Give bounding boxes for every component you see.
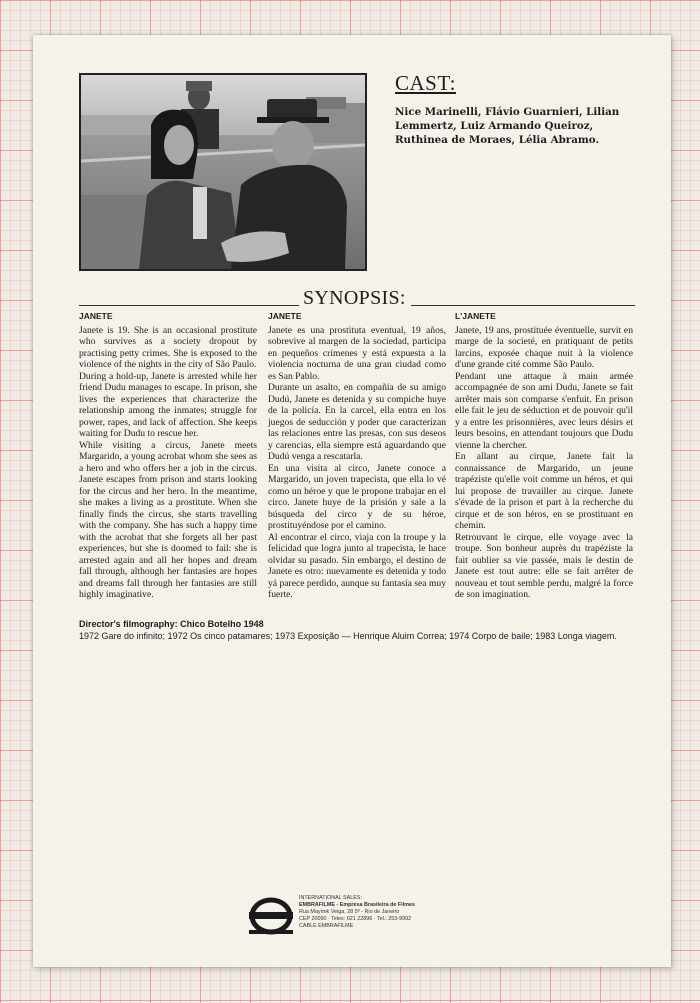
footer-line: INTERNATIONAL SALES: bbox=[299, 895, 362, 901]
synopsis-french bbox=[455, 311, 633, 601]
paragraph: Durante un asalto, en compañía de su amigo Dudú, Janete es detenida y su compiche huye de la policía. En la carcel, ella entra en los juegos de seducción y poder que caracterizan las relaciones entre las presas, con sus deseos y carencias, ella siempre está aguardando que Dudú venga a rescatarla. bbox=[268, 382, 446, 462]
paragraph: While visiting a circus, Janete meets Margarido, a young acrobat whom she sees as a hero and who offers her a job in the circus. Janete escapes from prison and starts looking for the circus and her hero. In the meantime, she makes a living as a prostitute. When she finally finds the circus, she starts travelling with the company. She has such a happy time with the acrobat that she forgets all her past experiences, but she is doomed to fail: she is arrested again and all her hopes and dream fall through, although her fantasies are hopes and dreams fall through her fantasies are still highly imaginative. bbox=[79, 439, 257, 600]
embrafilme-logo-icon bbox=[249, 897, 293, 940]
footer-line: CEP 20090 · Telex: 021 22896 · Tel.: 253-9992 bbox=[299, 916, 412, 922]
column-heading: JANETE bbox=[268, 311, 302, 321]
director-filmography bbox=[79, 619, 619, 642]
paragraph: Al encontrar el circo, viaja con la troupe y la felicidad que logra junto al trapecista, le hace olvidar su pasado. Sin embargo, el destino de Janete es otro: nuevamente es detenida y todo yá parece perdido, aunque su fantasía sea muy fuerte. bbox=[268, 531, 446, 600]
column-heading: L'JANETE bbox=[455, 311, 496, 321]
paragraph: En allant au cirque, Janete fait la connaissance de Margarido, un jeune trapéziste qu'elle voit comme un héros, et qui lui propose de travailler au cirque. Janete s'évade de la prison et part à la recherche du cirque et de son héros, en se prostituant en chemin. bbox=[455, 451, 633, 531]
paragraph: Pendant une attaque à main armée accompagnée de son ami Dudu, Janete se fait arrêter mais son comparse s'enfuit. En prison elle fait le jeu de séduction et de pouvoir qu'il y a entre les prisonnières, avec leurs désirs et leurs besoins, en attendant toujours que Dudu vienne la chercher. bbox=[455, 370, 633, 451]
synopsis-english bbox=[79, 311, 257, 601]
sales-footer bbox=[249, 895, 509, 941]
footer-line: EMBRAFILME - Empresa Brasileira de Filmes bbox=[299, 902, 415, 908]
footer-line: Rua Mayrink Veiga, 28 5º - Rio de Janeiro bbox=[299, 909, 400, 915]
filmography-list: 1972 Gare do infinito; 1972 Os cinco patamares; 1973 Exposição — Henrique Aluim Correa; 1974 Corpo de baile; 1983 Longa viagem. bbox=[79, 631, 617, 641]
cast-list: Nice Marinelli, Flávio Guarnieri, Lilian Lemmertz, Luiz Armando Queiroz, Ruthinea de Moraes, Lélia Abramo. bbox=[395, 106, 620, 146]
synopsis-header bbox=[79, 287, 635, 311]
paragraph: Janete, 19 ans, prostituée éventuelle, survit en marge de la societé, en pratiquant de petits larcins, exposée chaque nuit à la violence d'une grande cité comme São Paulo. bbox=[455, 324, 633, 370]
paragraph: During a hold-up, Janete is arrested while her friend Dudu manages to escape. In prison, she lives the experiences that characterize the relationship among the inmates; struggle for power, rapes, and lack of affection. She keeps waiting for Dudu to rescue her. bbox=[79, 370, 257, 439]
filmography-heading: Director's filmography: Chico Botelho 1948 bbox=[79, 619, 264, 629]
film-still-photo bbox=[79, 73, 367, 271]
rule-right bbox=[411, 305, 635, 306]
rule-left bbox=[79, 305, 299, 306]
paragraph: Retrouvant le cirque, elle voyage avec la troupe. Son bonheur auprès du trapéziste la fait oublier sa vie passée, mais le destin de Janete est tout autre: elle se fait arrêter de nouveau et tout semble perdu, malgré la force de son imagination. bbox=[455, 531, 633, 600]
footer-line: CABLE EMBRAFILME bbox=[299, 923, 354, 929]
synopsis-spanish bbox=[268, 311, 446, 601]
press-sheet bbox=[33, 35, 671, 967]
paragraph: Janete is 19. She is an occasional prostitute who survives as a society dropout by practising petty crimes. She is exposed to the violence of the nights in the city of São Paulo. bbox=[79, 324, 257, 370]
paragraph: Janete es una prostituta eventual, 19 años, sobrevive al margen de la sociedad, participa en pequeños crímenes y está expuesta a la violencia nocturna de una gran ciudad como es San Pablo. bbox=[268, 324, 446, 382]
sales-contact bbox=[299, 895, 415, 930]
column-heading: JANETE bbox=[79, 311, 113, 321]
synopsis-heading: SYNOPSIS: bbox=[303, 287, 406, 309]
paragraph: En una visita al circo, Janete conoce a Margarido, un joven trapecista, que ella lo vé como un héroe y que le propone trabajar en el circo. Janete huye de la prisión y sale a la búsqueda del circo y de su héroe, prostituyéndose por el camino. bbox=[268, 462, 446, 531]
cast-heading: CAST: bbox=[395, 71, 456, 95]
